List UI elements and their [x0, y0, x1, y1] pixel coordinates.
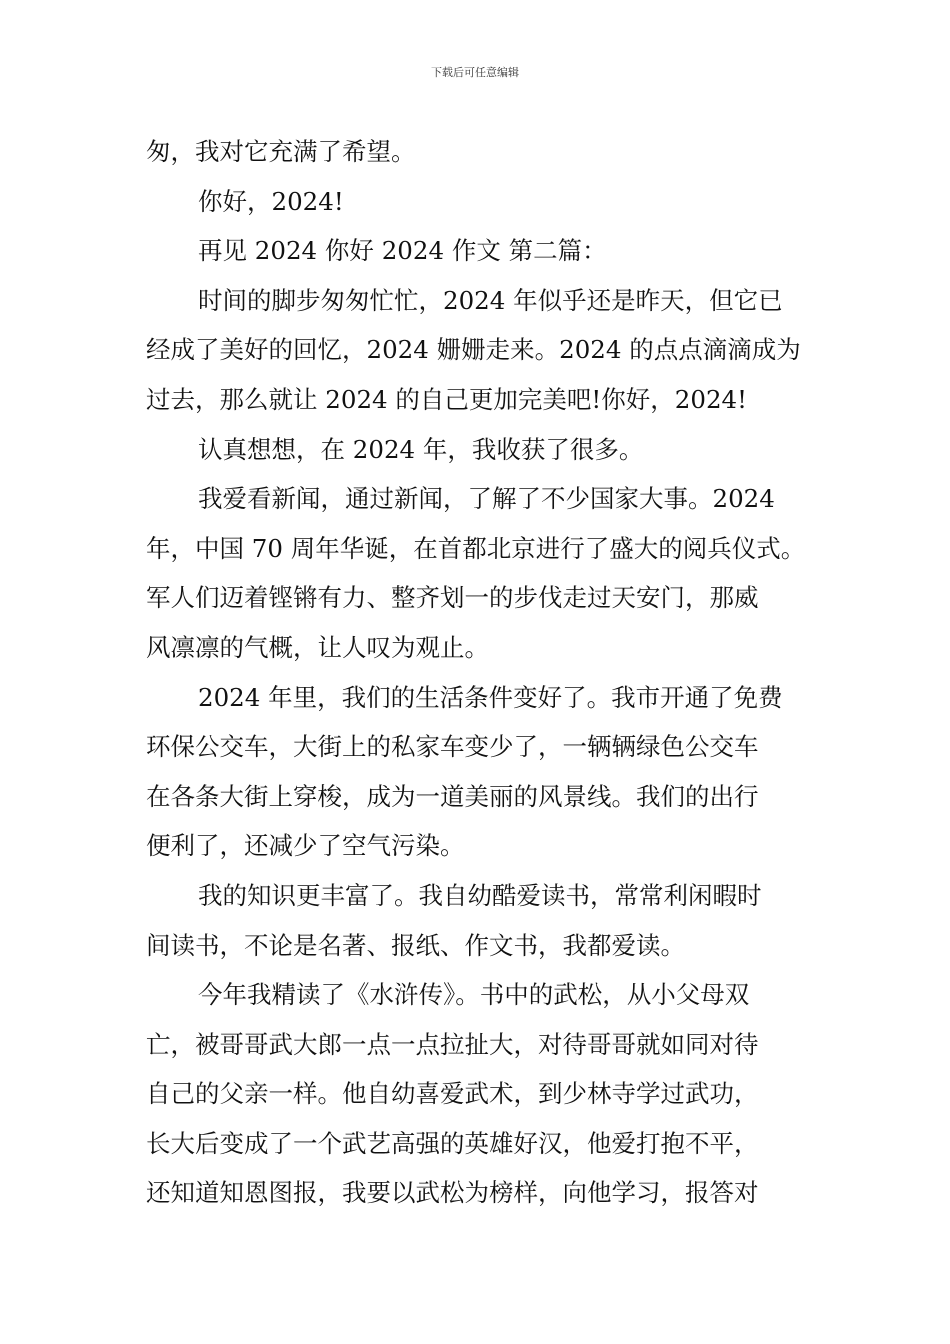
text-line: 过去，那么就让 2024 的自己更加完美吧!你好，2024!	[146, 384, 747, 414]
paragraph-first-line: 你好，2024!	[198, 186, 344, 216]
text-line: 环保公交车，大街上的私家车变少了，一辆辆绿色公交车	[146, 732, 759, 762]
text-line: 在各条大街上穿梭，成为一道美丽的风景线。我们的出行	[146, 781, 759, 811]
text-line: 还知道知恩图报，我要以武松为榜样，向他学习，报答对	[146, 1178, 759, 1208]
document-body	[146, 127, 806, 1218]
text-line: 长大后变成了一个武艺高强的英雄好汉，他爱打抱不平，	[146, 1128, 759, 1158]
text-line: 经成了美好的回忆，2024 姗姗走来。2024 的点点滴滴成为	[146, 335, 801, 365]
text-line: 匆，我对它充满了希望。	[146, 137, 416, 166]
paragraph-first-line: 2024 年里，我们的生活条件变好了。我市开通了免费	[198, 682, 783, 712]
text-line: 年，中国 70 周年华诞，在首都北京进行了盛大的阅兵仪式。	[146, 533, 806, 563]
paragraph-first-line: 今年我精读了《水浒传》。书中的武松，从小父母双	[198, 980, 750, 1010]
page-header: 下载后可任意编辑	[431, 66, 519, 79]
text-line: 风凛凛的气概，让人叹为观止。	[146, 632, 489, 662]
text-line: 军人们迈着铿锵有力、整齐划一的步伐走过天安门，那威	[146, 583, 759, 613]
section-heading: 再见 2024 你好 2024 作文 第二篇：	[198, 236, 607, 266]
text-line: 自己的父亲一样。他自幼喜爱武术，到少林寺学过武功，	[146, 1079, 759, 1109]
text-line: 亡，被哥哥武大郎一点一点拉扯大，对待哥哥就如同对待	[146, 1029, 759, 1059]
paragraph-first-line: 认真想想，在 2024 年，我收获了很多。	[198, 434, 644, 464]
paragraph-first-line: 我的知识更丰富了。我自幼酷爱读书，常常利闲暇时	[198, 880, 762, 910]
paragraph-first-line: 时间的脚步匆匆忙忙，2024 年似乎还是昨天，但它已	[198, 285, 783, 315]
text-line: 便利了，还减少了空气污染。	[146, 831, 465, 861]
paragraph-first-line: 我爱看新闻，通过新闻，了解了不少国家大事。2024	[198, 484, 775, 514]
text-line: 间读书，不论是名著、报纸、作文书，我都爱读。	[146, 930, 685, 960]
